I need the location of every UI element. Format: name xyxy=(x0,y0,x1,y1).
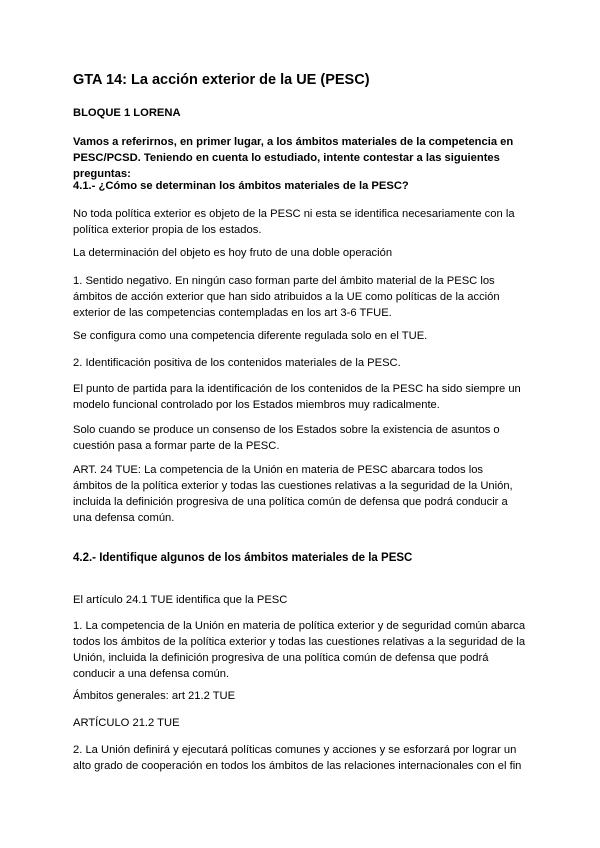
paragraph-2: La determinación del objeto es hoy fruto de una doble operación xyxy=(73,247,393,259)
paragraph-1: No toda política exterior es objeto de la PESC ni esta se identifica necesariamente con la política exterior propia de los estados. xyxy=(73,208,515,236)
block-label: BLOQUE 1 LORENA xyxy=(73,107,181,119)
question-heading-4-2: 4.2.- Identifique algunos de los ámbitos materiales de la PESC xyxy=(73,552,413,564)
paragraph-10: 1. La competencia de la Unión en materia de política exterior y de seguridad común abarca todos los ámbitos de la política exterior y todas las cuestiones relativas a la seguridad de la Unión, incluida la definición progresiva de una política común de defensa que podrá conducir a una defensa común. xyxy=(73,620,526,680)
paragraph-4: Se configura como una competencia diferente regulada solo en el TUE. xyxy=(73,330,428,342)
paragraph-3: 1. Sentido negativo. En ningún caso forman parte del ámbito material de la PESC los ámbitos de acción exterior que han sido atribuidos a la UE como políticas de la acción exterior de las competencias contempladas en los art 3-6 TFUE. xyxy=(73,275,500,319)
paragraph-8: ART. 24 TUE: La competencia de la Unión en materia de PESC abarcara todos los ámbitos de la política exterior y todas las cuestiones relativas a la seguridad de la Unión, incluida la definición progresiva de una política común de defensa que podrá conducir a una defensa común. xyxy=(73,464,513,524)
paragraph-11: Ámbitos generales: art 21.2 TUE xyxy=(73,690,236,702)
paragraph-13: 2. La Unión definirá y ejecutará políticas comunes y acciones y se esforzará por lograr un alto grado de cooperación en todos los ámbitos de las relaciones internacionales con el fin xyxy=(73,744,522,772)
document-title: GTA 14: La acción exterior de la UE (PESC) xyxy=(73,72,370,88)
paragraph-6: El punto de partida para la identificación de los contenidos de la PESC ha sido siempre un modelo funcional controlado por los Estados miembros muy radicalmente. xyxy=(73,383,521,411)
paragraph-9: El artículo 24.1 TUE identifica que la PESC xyxy=(73,594,288,606)
question-heading-4-1: 4.1.- ¿Cómo se determinan los ámbitos materiales de la PESC? xyxy=(73,180,409,192)
paragraph-5: 2. Identificación positiva de los contenidos materiales de la PESC. xyxy=(73,357,401,369)
paragraph-12: ARTÍCULO 21.2 TUE xyxy=(73,717,180,729)
paragraph-7: Solo cuando se produce un consenso de los Estados sobre la existencia de asuntos o cuestión pasa a formar parte de la PESC. xyxy=(73,424,500,452)
intro-paragraph: Vamos a referirnos, en primer lugar, a los ámbitos materiales de la competencia en PESC/PCSD. Teniendo en cuenta lo estudiado, intente contestar a las siguientes preguntas: xyxy=(73,136,514,180)
